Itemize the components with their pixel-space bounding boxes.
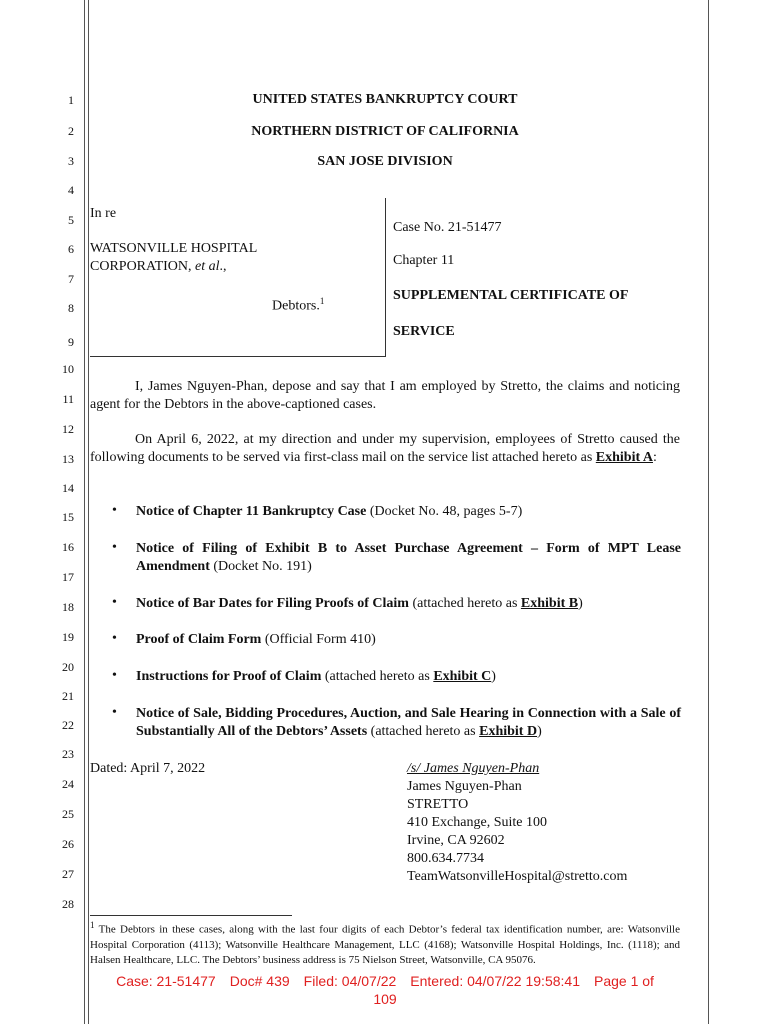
list-item: Notice of Bar Dates for Filing Proofs of Claim (attached hereto as Exhibit B) bbox=[136, 596, 583, 611]
document-title-line1: SUPPLEMENTAL CERTIFICATE OF bbox=[393, 288, 629, 303]
bullet-icon: • bbox=[112, 631, 117, 646]
list-item: Notice of Sale, Bidding Procedures, Auction, and Sale Hearing in Connection with a Sale of Substantially All of the Debtors’ Assets (attached hereto as Exhibit D) bbox=[136, 706, 681, 739]
line-number: 22 bbox=[62, 718, 74, 732]
filing-stamp bbox=[88, 972, 682, 1008]
line-number: 10 bbox=[62, 362, 74, 376]
line-number: 18 bbox=[62, 600, 74, 614]
line-number: 7 bbox=[68, 272, 74, 286]
electronic-signature: /s/ James Nguyen-Phan bbox=[407, 761, 540, 776]
footnote: $^1$ The Debtors in these cases, along with the last four digits of each Debtor’s federal tax identification number, are: Watsonville Hospital Corporation (4113); Watsonville Healthcare Management, LLC (4168); Watsonville Hospital Holdings, Inc. (1118); and Halsen Healthcare, LLC. The Debtors’ business address is 75 Nielson Street, Watsonville, CA 95076. bbox=[90, 920, 680, 966]
list-item: Notice of Chapter 11 Bankruptcy Case (Docket No. 48, pages 5-7) bbox=[136, 504, 523, 519]
stamp-entered: Entered: 04/07/22 19:58:41 bbox=[410, 973, 580, 989]
list-item: Proof of Claim Form (Official Form 410) bbox=[136, 632, 376, 647]
court-district: NORTHERN DISTRICT OF CALIFORNIA bbox=[251, 124, 519, 139]
line-number: 9 bbox=[68, 335, 74, 349]
line-number: 21 bbox=[62, 689, 74, 703]
line-number: 1 bbox=[68, 93, 74, 107]
line-number: 17 bbox=[62, 570, 74, 584]
line-number: 11 bbox=[62, 392, 74, 406]
document-title-line2: SERVICE bbox=[393, 324, 455, 339]
line-number: 20 bbox=[62, 660, 74, 674]
case-number: Case No. 21-51477 bbox=[393, 220, 502, 235]
line-number: 24 bbox=[62, 777, 74, 791]
stamp-page-total: 109 bbox=[373, 991, 397, 1007]
exhibit-ref: Exhibit B bbox=[520, 596, 579, 611]
signer-address-1: 410 Exchange, Suite 100 bbox=[407, 815, 547, 830]
signer-email: TeamWatsonvilleHospital@stretto.com bbox=[407, 869, 628, 884]
left-margin-rule-1 bbox=[84, 0, 85, 1024]
signer-phone: 800.634.7734 bbox=[407, 851, 484, 866]
line-number: 6 bbox=[68, 242, 74, 256]
in-re-label: In re bbox=[90, 206, 117, 221]
caption-box bbox=[90, 198, 386, 357]
line-number: 12 bbox=[62, 422, 74, 436]
dated-line: Dated: April 7, 2022 bbox=[90, 761, 206, 776]
signer-name: James Nguyen-Phan bbox=[407, 779, 522, 794]
list-item: Notice of Filing of Exhibit B to Asset Purchase Agreement – Form of MPT Lease Amendment (Docket No. 191) bbox=[136, 541, 681, 574]
line-number: 28 bbox=[62, 897, 74, 911]
debtors-label: Debtors.$^1$ bbox=[272, 296, 325, 314]
stamp-page: Page 1 of bbox=[593, 973, 654, 989]
line-number: 23 bbox=[62, 747, 74, 761]
line-number: 2 bbox=[68, 124, 74, 138]
signature-block bbox=[407, 760, 627, 886]
footnote-marker: 1 bbox=[319, 296, 325, 306]
stamp-doc: Doc# 439 bbox=[229, 973, 290, 989]
line-number: 26 bbox=[62, 837, 74, 851]
right-margin-rule bbox=[708, 0, 709, 1024]
bullet-icon: • bbox=[112, 595, 117, 610]
line-number: 19 bbox=[62, 630, 74, 644]
footnote-rule bbox=[90, 915, 292, 916]
list-item: Instructions for Proof of Claim (attached hereto as Exhibit C) bbox=[136, 669, 496, 684]
stamp-filed: Filed: 04/07/22 bbox=[303, 973, 397, 989]
line-number: 25 bbox=[62, 807, 74, 821]
service-paragraph: On April 6, 2022, at my direction and under my supervision, employees of Stretto caused the following documents to be served via first-class mail on the service list attached hereto as Exhibit A: bbox=[90, 432, 680, 465]
court-name: UNITED STATES BANKRUPTCY COURT bbox=[252, 92, 518, 107]
court-division: SAN JOSE DIVISION bbox=[317, 154, 453, 169]
exhibit-a-ref: Exhibit A bbox=[595, 450, 653, 465]
exhibit-ref: Exhibit C bbox=[433, 669, 492, 684]
bullet-icon: • bbox=[112, 503, 117, 518]
declaration-paragraph: I, James Nguyen-Phan, depose and say that I am employed by Stretto, the claims and noticing agent for the Debtors in the above-captioned cases. bbox=[90, 379, 680, 412]
left-margin-rule-2 bbox=[88, 0, 89, 1024]
line-number: 16 bbox=[62, 540, 74, 554]
signer-address-2: Irvine, CA 92602 bbox=[407, 833, 505, 848]
exhibit-ref: Exhibit D bbox=[479, 724, 538, 739]
line-number: 3 bbox=[68, 154, 74, 168]
line-number: 15 bbox=[62, 510, 74, 524]
line-number: 13 bbox=[62, 452, 74, 466]
signer-company: STRETTO bbox=[407, 797, 469, 812]
debtor-name: WATSONVILLE HOSPITAL CORPORATION, et al., bbox=[90, 241, 258, 274]
line-number: 8 bbox=[68, 301, 74, 315]
line-number: 4 bbox=[68, 183, 74, 197]
bullet-icon: • bbox=[112, 668, 117, 683]
line-number: 5 bbox=[68, 213, 74, 227]
line-number: 14 bbox=[62, 481, 74, 495]
stamp-case: Case: 21-51477 bbox=[116, 973, 216, 989]
bullet-icon: • bbox=[112, 540, 117, 555]
bullet-icon: • bbox=[112, 705, 117, 720]
line-number: 27 bbox=[62, 867, 74, 881]
chapter: Chapter 11 bbox=[393, 253, 455, 268]
